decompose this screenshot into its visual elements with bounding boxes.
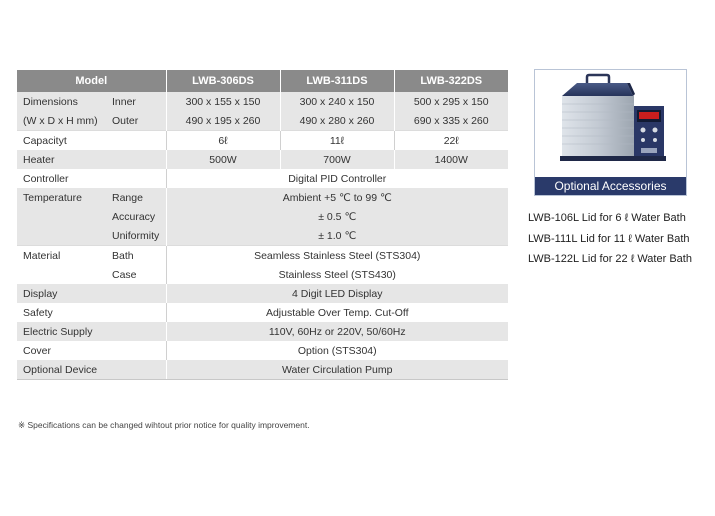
header-model-322: LWB-322DS: [394, 70, 508, 92]
cell-electric-supply: 110V, 60Hz or 220V, 50/60Hz: [166, 322, 508, 341]
row-label-temperature: Temperature: [17, 188, 110, 207]
cell-capacity-322: 22ℓ: [394, 131, 508, 151]
cell-optional-device: Water Circulation Pump: [166, 360, 508, 380]
row-label-capacity: Capacityt: [17, 131, 166, 151]
accessory-item: LWB-111L Lid for 11 ℓ Water Bath: [528, 232, 690, 245]
cell-outer-322: 690 x 335 x 260: [394, 111, 508, 131]
cell-display: 4 Digit LED Display: [166, 284, 508, 303]
cell-outer-311: 490 x 280 x 260: [280, 111, 394, 131]
row-label-optional-device: Optional Device: [17, 360, 166, 380]
cell-cover: Option (STS304): [166, 341, 508, 360]
sub-label-outer: Outer: [110, 111, 166, 131]
header-model-311: LWB-311DS: [280, 70, 394, 92]
sub-label-accuracy: Accuracy: [110, 207, 166, 226]
sub-label-inner: Inner: [110, 92, 166, 111]
cell-material-case: Stainless Steel (STS430): [166, 265, 508, 284]
table-row-temperature-uniformity: [17, 226, 508, 246]
row-label-display: Display: [17, 284, 166, 303]
cell-safety: Adjustable Over Temp. Cut-Off: [166, 303, 508, 322]
table-row-dimensions-inner: [17, 92, 508, 111]
table-row-temperature-range: [17, 188, 508, 207]
header-model-306: LWB-306DS: [166, 70, 280, 92]
cell-capacity-311: 11ℓ: [280, 131, 394, 151]
table-header-row: [17, 70, 508, 92]
cell-heater-306: 500W: [166, 150, 280, 169]
table-row-safety: [17, 303, 508, 322]
table-row-temperature-accuracy: [17, 207, 508, 226]
cell-heater-322: 1400W: [394, 150, 508, 169]
row-label-safety: Safety: [17, 303, 166, 322]
table-row-display: [17, 284, 508, 303]
table-row-capacity: [17, 131, 508, 151]
table-row-optional-device: [17, 360, 508, 380]
sub-label-case: Case: [110, 265, 166, 284]
row-label-dimensions-unit: (W x D x H mm): [17, 111, 110, 131]
table-row-controller: [17, 169, 508, 188]
table-row-material-case: [17, 265, 508, 284]
row-label-dimensions: Dimensions: [17, 92, 110, 111]
cell-temperature-accuracy: ± 0.5 ℃: [166, 207, 508, 226]
table-row-material-bath: [17, 246, 508, 266]
table-row-dimensions-outer: [17, 111, 508, 131]
table-row-heater: [17, 150, 508, 169]
row-label-heater: Heater: [17, 150, 166, 169]
table-row-electric-supply: [17, 322, 508, 341]
sub-label-uniformity: Uniformity: [110, 226, 166, 246]
cell-temperature-range: Ambient +5 ℃ to 99 ℃: [166, 188, 508, 207]
row-label-material: Material: [17, 246, 110, 266]
table-row-cover: [17, 341, 508, 360]
accessory-item: LWB-122L Lid for 22 ℓ Water Bath: [528, 253, 692, 265]
row-label-controller: Controller: [17, 169, 166, 188]
cell-inner-306: 300 x 155 x 150: [166, 92, 280, 111]
cell-capacity-306: 6ℓ: [166, 131, 280, 151]
water-bath-photo: [535, 70, 686, 180]
cell-inner-311: 300 x 240 x 150: [280, 92, 394, 111]
footnote: ※ Specifications can be changed wihtout prior notice for quality improvement.: [18, 420, 310, 430]
cell-controller: Digital PID Controller: [166, 169, 508, 188]
row-label-electric-supply: Electric Supply: [17, 322, 166, 341]
accessory-caption: Optional Accessories: [535, 177, 686, 195]
accessory-list: [528, 208, 692, 270]
cell-outer-306: 490 x 195 x 260: [166, 111, 280, 131]
accessory-item: LWB-106L Lid for 6 ℓ Water Bath: [528, 212, 686, 224]
spec-table: [17, 70, 508, 380]
header-model: Model: [17, 70, 166, 92]
sub-label-bath: Bath: [110, 246, 166, 266]
cell-inner-322: 500 x 295 x 150: [394, 92, 508, 111]
cell-material-bath: Seamless Stainless Steel (STS304): [166, 246, 508, 266]
cell-heater-311: 700W: [280, 150, 394, 169]
row-label-cover: Cover: [17, 341, 166, 360]
sub-label-range: Range: [110, 188, 166, 207]
accessory-card: [534, 69, 687, 196]
cell-temperature-uniformity: ± 1.0 ℃: [166, 226, 508, 246]
